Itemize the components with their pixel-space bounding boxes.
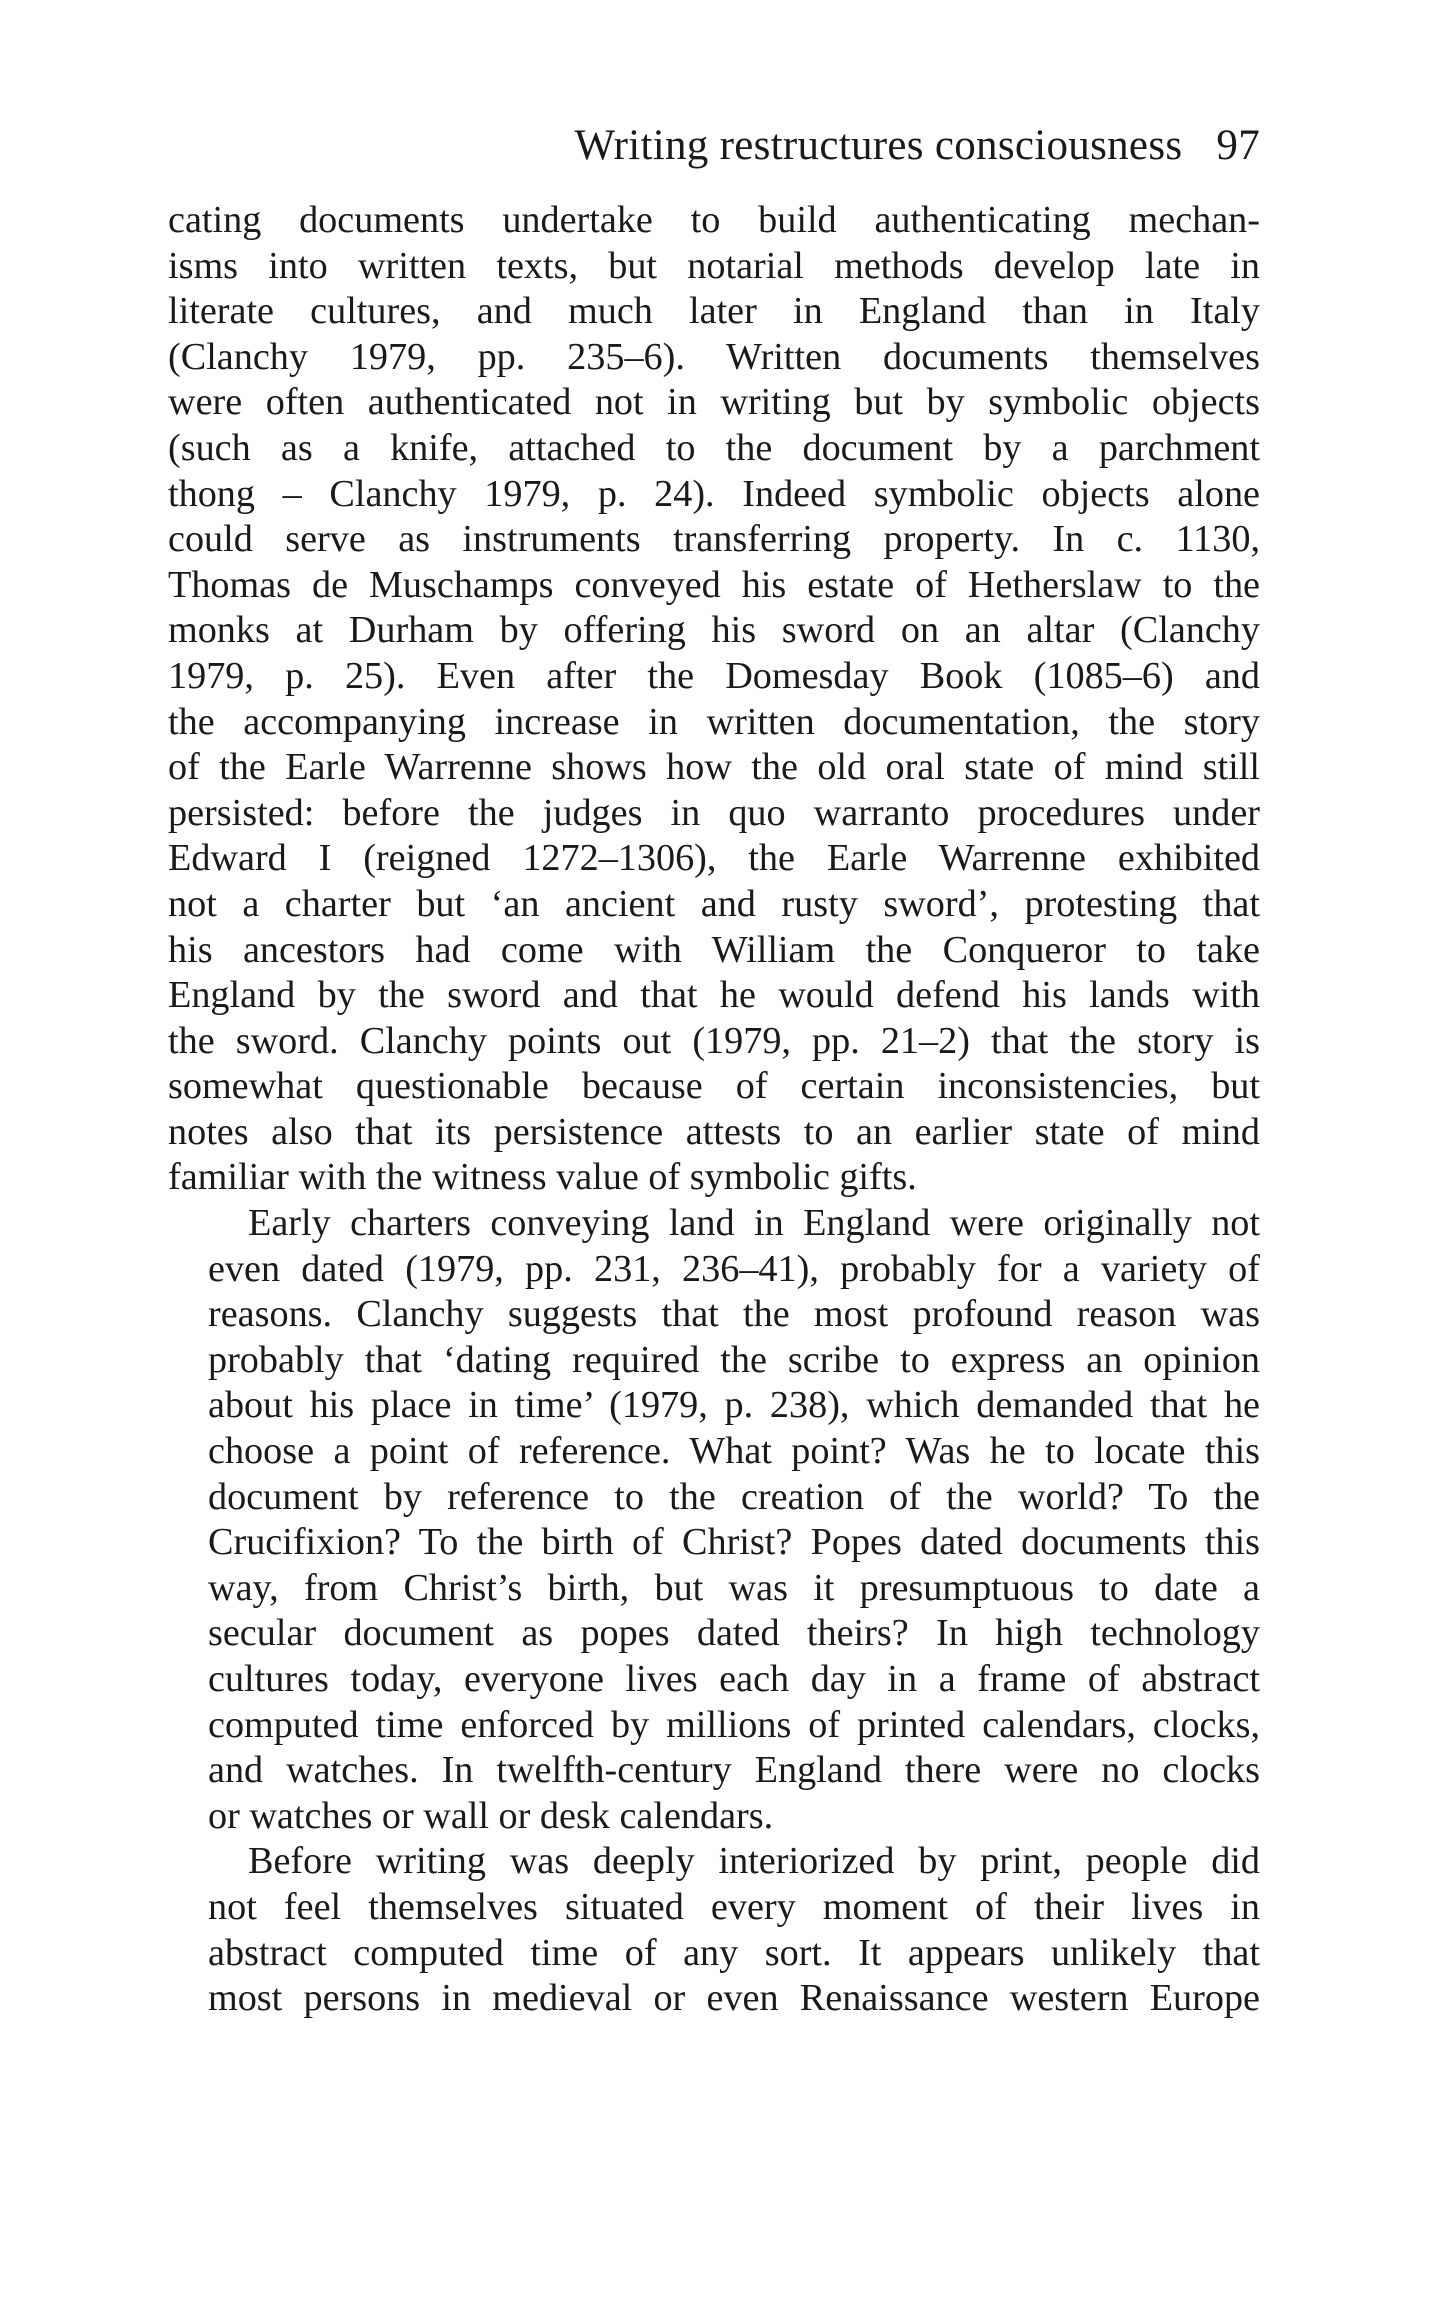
paragraph (168, 1839, 1260, 2021)
text-line: notes also that its persistence attests to an earlier state of mind (168, 1110, 1260, 1153)
text-line: most persons in medieval or even Renaissance western Europe (208, 1977, 1260, 2020)
paragraph (168, 1201, 1260, 1839)
text-line: Crucifixion? To the birth of Christ? Popes dated documents this (208, 1521, 1260, 1564)
text-line: cultures today, everyone lives each day in a frame of abstract (208, 1658, 1260, 1700)
text-line: computed time enforced by millions of printed calendars, clocks, (208, 1703, 1260, 1746)
text-line: Before writing was deeply interiorized by print, people did (248, 1840, 1260, 1883)
text-line: Edward I (reigned 1272–1306), the Earle Warrenne exhibited (168, 837, 1260, 880)
text-line: or watches or wall or desk calendars. (208, 1794, 774, 1837)
text-line: choose a point of reference. What point? Was he to locate this (208, 1430, 1260, 1473)
text-line: about his place in time’ (1979, p. 238), which demanded that he (208, 1384, 1260, 1427)
text-line: document by reference to the creation of the world? To the (208, 1475, 1260, 1518)
text-line: familiar with the witness value of symbolic gifts. (168, 1156, 917, 1199)
text-line: his ancestors had come with William the Conqueror to take (168, 928, 1260, 971)
body-text (168, 198, 1260, 2022)
text-line: reasons. Clanchy suggests that the most profound reason was (208, 1293, 1260, 1336)
text-line: Thomas de Muschamps conveyed his estate of Hetherslaw to the (168, 563, 1260, 606)
text-line: literate cultures, and much later in England than in Italy (168, 290, 1260, 333)
text-line: and watches. In twelfth-century England there were no clocks (208, 1749, 1260, 1792)
text-line: could serve as instruments transferring property. In c. 1130, (168, 518, 1260, 561)
text-line: Early charters conveying land in England were originally not (248, 1202, 1260, 1245)
page-number: 97 (1216, 122, 1260, 169)
text-line: somewhat questionable because of certain inconsistencies, but (168, 1065, 1260, 1108)
text-line: 1979, p. 25). Even after the Domesday Book (1085–6) and (168, 654, 1260, 697)
text-line: not feel themselves situated every moment of their lives in (208, 1885, 1260, 1928)
text-line: probably that ‘dating required the scribe to express an opinion (208, 1338, 1260, 1381)
text-line: thong – Clanchy 1979, p. 24). Indeed symbolic objects alone (168, 472, 1260, 515)
text-line: monks at Durham by offering his sword on an altar (Clanchy (168, 609, 1260, 652)
text-line: were often authenticated not in writing but by symbolic objects (168, 381, 1260, 424)
text-line: (Clanchy 1979, pp. 235–6). Written documents themselves (168, 335, 1260, 378)
text-line: way, from Christ’s birth, but was it presumptuous to date a (208, 1566, 1260, 1609)
text-line: the accompanying increase in written documentation, the story (168, 700, 1260, 743)
running-head (168, 118, 1260, 180)
running-head-title: Writing restructures consciousness (574, 122, 1183, 169)
text-line: not a charter but ‘an ancient and rusty sword’, protesting that (168, 882, 1260, 925)
text-line: isms into written texts, but notarial methods develop late in (168, 244, 1260, 287)
book-page (168, 118, 1260, 2022)
text-line: (such as a knife, attached to the document by a parchment (168, 426, 1260, 469)
text-line: secular document as popes dated theirs? In high technology (208, 1612, 1260, 1655)
text-line: persisted: before the judges in quo warranto procedures under (168, 791, 1260, 834)
text-line: of the Earle Warrenne shows how the old oral state of mind still (168, 746, 1260, 789)
text-line: the sword. Clanchy points out (1979, pp. 21–2) that the story is (168, 1019, 1260, 1062)
paragraph (168, 198, 1260, 1201)
text-line: cating documents undertake to build authenticating mechan- (168, 199, 1260, 241)
text-line: abstract computed time of any sort. It appears unlikely that (208, 1931, 1260, 1974)
text-line: England by the sword and that he would defend his lands with (168, 974, 1260, 1017)
text-line: even dated (1979, pp. 231, 236–41), probably for a variety of (208, 1247, 1260, 1290)
